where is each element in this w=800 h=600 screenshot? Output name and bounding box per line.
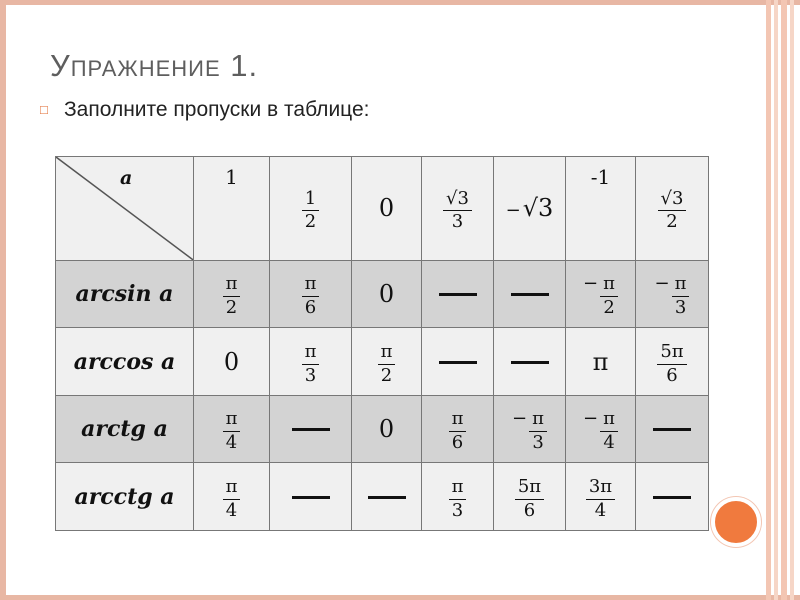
fraction-numerator: √3 <box>446 187 469 209</box>
table-cell <box>566 328 636 396</box>
minus-sign: − <box>505 200 521 222</box>
fraction-denominator: 2 <box>380 364 393 386</box>
fraction-denominator: 2 <box>225 297 238 319</box>
bullet-icon: □ <box>40 102 48 117</box>
table-cell <box>270 463 352 531</box>
fraction-numerator: 1 <box>304 187 317 209</box>
fraction <box>529 410 547 453</box>
fraction-numerator: π <box>674 273 687 295</box>
slide-border-bottom <box>0 595 800 600</box>
fraction-denominator: 3 <box>674 297 687 319</box>
fraction <box>378 340 396 386</box>
table-cell <box>494 463 566 531</box>
decor-stripe <box>774 0 778 600</box>
header-cell <box>352 157 422 261</box>
table-row <box>56 395 709 463</box>
fraction-denominator: 4 <box>225 499 238 521</box>
fraction-denominator: 4 <box>225 432 238 454</box>
cell-value: -1 <box>590 165 611 189</box>
undefined-dash <box>439 361 477 364</box>
table-row <box>56 328 709 396</box>
table-cell <box>270 395 352 463</box>
cell-value: 0 <box>378 280 395 309</box>
fraction-numerator: π <box>603 273 615 295</box>
table-cell <box>636 328 709 396</box>
cell-value: π <box>592 347 609 376</box>
table-cell <box>270 328 352 396</box>
table-cell <box>636 260 709 328</box>
fraction <box>223 275 241 318</box>
cell-value: 1 <box>225 165 238 189</box>
header-cell <box>494 157 566 261</box>
minus-sign: − <box>512 408 528 430</box>
fraction-denominator: 3 <box>451 499 464 521</box>
table-cell <box>566 463 636 531</box>
fraction-denominator: 6 <box>304 297 317 319</box>
table-cell <box>494 328 566 396</box>
fraction <box>302 275 320 318</box>
fraction-numerator: π <box>225 273 238 295</box>
row-label: arccos a <box>56 328 194 396</box>
header-cell <box>194 157 270 261</box>
table-cell <box>352 395 422 463</box>
fraction <box>657 340 686 386</box>
fraction <box>223 410 241 453</box>
minus-sign: − <box>583 408 599 430</box>
fraction-numerator: π <box>380 340 393 362</box>
table-cell <box>352 463 422 531</box>
table-cell <box>194 463 270 531</box>
table-cell <box>566 395 636 463</box>
fraction-numerator: π <box>225 475 238 497</box>
fraction-numerator: π <box>225 408 238 430</box>
fraction-numerator: 3π <box>588 475 613 497</box>
decor-stripe <box>781 0 787 600</box>
fraction <box>443 187 472 233</box>
fraction-numerator: π <box>304 340 317 362</box>
table-cell <box>636 463 709 531</box>
cell-value: 0 <box>378 194 395 223</box>
fraction-numerator: π <box>304 273 317 295</box>
fraction <box>302 187 319 233</box>
table-cell <box>494 395 566 463</box>
fraction-numerator: π <box>603 408 615 430</box>
corner-label: a <box>120 167 133 189</box>
fraction-denominator: 3 <box>532 432 544 454</box>
table-cell <box>422 328 494 396</box>
undefined-dash <box>511 293 549 296</box>
fraction <box>449 475 467 521</box>
fraction-numerator: π <box>532 408 544 430</box>
fraction-denominator: 4 <box>603 432 615 454</box>
table-cell <box>194 328 270 396</box>
fraction-denominator: 3 <box>451 211 464 233</box>
fraction <box>600 275 618 318</box>
cell-value: 0 <box>378 415 395 444</box>
fraction <box>223 475 241 521</box>
undefined-dash <box>439 293 477 296</box>
decor-stripe <box>790 0 794 600</box>
row-label: arcsin a <box>56 260 194 328</box>
fraction-numerator: π <box>451 408 464 430</box>
fraction-numerator: 5π <box>517 475 542 497</box>
fraction <box>515 475 544 521</box>
table-row <box>56 463 709 531</box>
fraction-denominator: 2 <box>304 211 317 233</box>
fraction-numerator: √3 <box>660 187 684 209</box>
instruction-text: Заполните пропуски в таблице: <box>64 98 370 121</box>
fraction-denominator: 3 <box>304 364 317 386</box>
fraction-denominator: 2 <box>666 211 678 233</box>
fraction <box>302 340 320 386</box>
undefined-dash <box>292 428 330 431</box>
fraction-numerator: π <box>451 475 464 497</box>
minus-sign: − <box>583 273 599 295</box>
cell-value: √3 <box>522 194 554 223</box>
table-header-row <box>56 157 709 261</box>
row-label: arctg a <box>56 395 194 463</box>
fraction <box>600 410 618 453</box>
table-cell <box>194 395 270 463</box>
table-cell <box>270 260 352 328</box>
header-cell <box>422 157 494 261</box>
header-cell <box>566 157 636 261</box>
table-cell <box>494 260 566 328</box>
fraction-denominator: 6 <box>451 432 464 454</box>
fraction <box>449 410 467 453</box>
fraction-denominator: 4 <box>594 499 607 521</box>
undefined-dash <box>368 496 406 499</box>
row-label: arcctg a <box>56 463 194 531</box>
header-cell <box>270 157 352 261</box>
cell-value: 0 <box>223 347 240 376</box>
fraction <box>586 475 615 521</box>
table-row <box>56 260 709 328</box>
undefined-dash <box>653 496 691 499</box>
fraction <box>658 187 687 233</box>
trig-table <box>55 156 709 531</box>
undefined-dash <box>292 496 330 499</box>
table-cell <box>352 260 422 328</box>
fraction-denominator: 6 <box>666 364 678 386</box>
table-cell <box>422 463 494 531</box>
table-cell <box>352 328 422 396</box>
slide-border-left <box>0 0 6 600</box>
table-cell <box>566 260 636 328</box>
minus-sign: − <box>654 273 670 295</box>
corner-cell <box>56 157 194 261</box>
decor-orange-circle <box>711 497 761 547</box>
slide-title: Упражнение 1. <box>50 48 259 83</box>
table-cell <box>422 395 494 463</box>
table-cell <box>636 395 709 463</box>
decor-stripe <box>766 0 771 600</box>
fraction-numerator: 5π <box>660 340 684 362</box>
header-cell <box>636 157 709 261</box>
undefined-dash <box>653 428 691 431</box>
table-cell <box>194 260 270 328</box>
undefined-dash <box>511 361 549 364</box>
fraction-denominator: 6 <box>523 499 536 521</box>
table-cell <box>422 260 494 328</box>
slide-border-top <box>0 0 800 5</box>
fraction-denominator: 2 <box>603 297 615 319</box>
fraction <box>672 275 690 318</box>
